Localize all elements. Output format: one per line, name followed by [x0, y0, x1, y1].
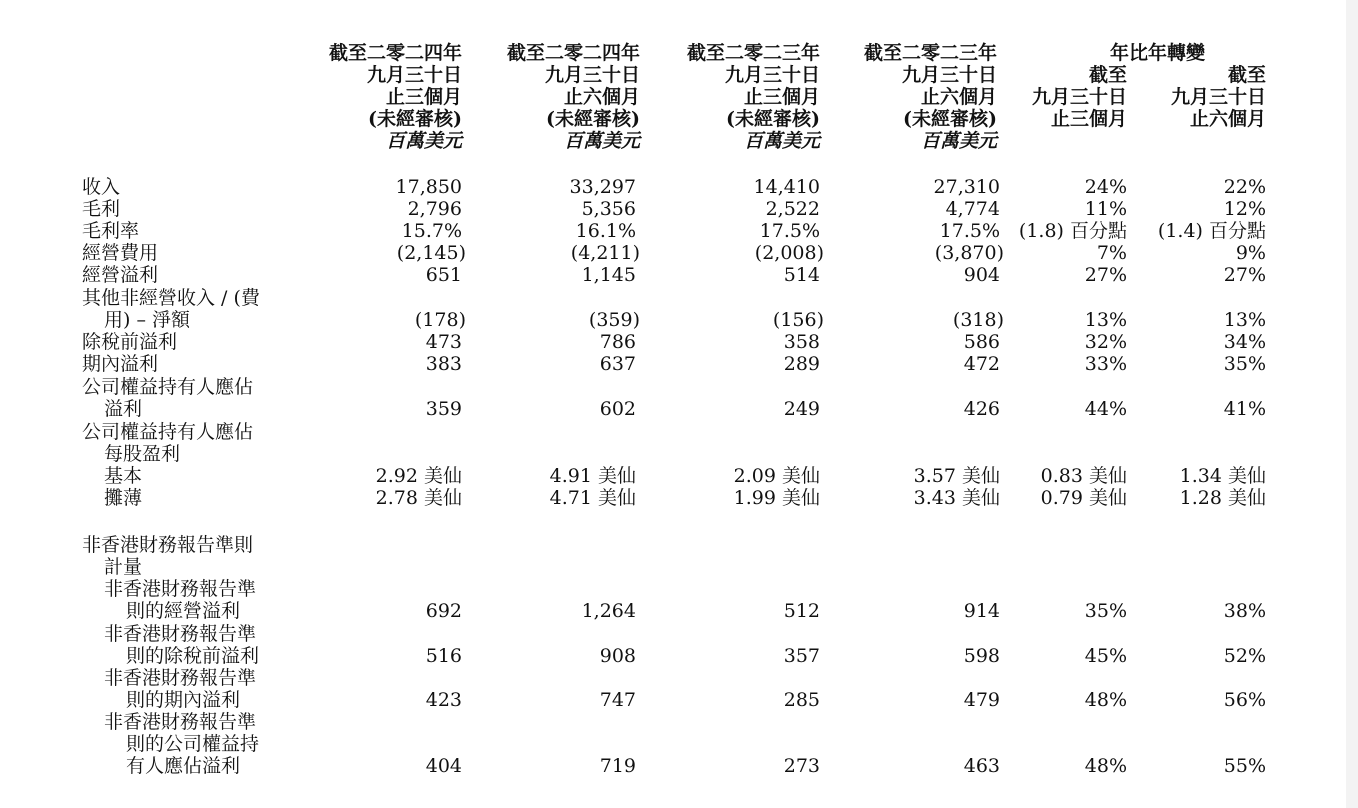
cell-pbt-col4: 586	[963, 331, 1000, 353]
cell-op-profit-col1: 651	[425, 264, 462, 286]
cell-gross-profit-col2: 5,356	[581, 198, 636, 220]
header-col1-unit: 百萬美元	[385, 130, 462, 152]
cell-eps-basic-col1: 2.92 美仙	[375, 465, 462, 487]
cell-gross-profit-col1: 2,796	[407, 198, 462, 220]
row-label-opex: 經營費用	[82, 242, 159, 264]
header-col4-line4: (未經審核)	[903, 108, 997, 130]
cell-pbt-col5: 32%	[1084, 331, 1127, 353]
cell-pbt-col2: 786	[599, 331, 636, 353]
row-label-eps-1: 公司權益持有人應佔	[82, 421, 254, 443]
row-label-op-profit: 經營溢利	[82, 264, 159, 286]
header-col2-unit: 百萬美元	[563, 130, 640, 152]
cell-profit-attr-col5: 44%	[1084, 398, 1127, 420]
cell-profit-period-col2: 637	[599, 353, 636, 375]
header-col4-line3: 止六個月	[920, 86, 997, 108]
row-label-pbt: 除稅前溢利	[82, 331, 178, 353]
header-col3-line4: (未經審核)	[726, 108, 820, 130]
cell-opex-col4: (3,870)	[934, 242, 1004, 264]
header-yoy-title: 年比年轉變	[1110, 42, 1206, 64]
cell-gross-margin-col3: 17.5%	[759, 220, 820, 242]
cell-opex-col1: (2,145)	[396, 242, 466, 264]
cell-other-net-col3: (156)	[772, 309, 824, 331]
cell-opex-col3: (2,008)	[754, 242, 824, 264]
cell-nonhkfrs-op-col4: 914	[963, 600, 1000, 622]
header-col3-line1: 截至二零二三年	[686, 42, 820, 64]
cell-other-net-col5: 13%	[1084, 309, 1127, 331]
cell-profit-attr-col6: 41%	[1223, 398, 1266, 420]
cell-nonhkfrs-profit-col4: 479	[963, 689, 1000, 711]
cell-nonhkfrs-pbt-col2: 908	[599, 645, 636, 667]
cell-nonhkfrs-op-col5: 35%	[1084, 600, 1127, 622]
header-col1-line4: (未經審核)	[368, 108, 462, 130]
header-col2-line1: 截至二零二四年	[506, 42, 640, 64]
header-col4-line2: 九月三十日	[901, 64, 997, 86]
cell-eps-diluted-col3: 1.99 美仙	[733, 487, 820, 509]
cell-revenue-col5: 24%	[1084, 176, 1127, 198]
cell-eps-basic-col5: 0.83 美仙	[1040, 465, 1127, 487]
cell-pbt-col1: 473	[425, 331, 462, 353]
header-col1-line3: 止三個月	[385, 86, 462, 108]
cell-profit-period-col4: 472	[963, 353, 1000, 375]
row-label-gross-profit: 毛利	[82, 198, 121, 220]
cell-eps-diluted-col5: 0.79 美仙	[1040, 487, 1127, 509]
row-label-profit-attr-2: 溢利	[104, 398, 143, 420]
row-label-revenue: 收入	[82, 176, 121, 198]
row-label-other-net-1: 其他非經營收入 / (費	[82, 287, 260, 309]
cell-eps-basic-col3: 2.09 美仙	[733, 465, 820, 487]
header-col3-line2: 九月三十日	[724, 64, 820, 86]
cell-profit-attr-col1: 359	[425, 398, 462, 420]
header-col5-line3: 止三個月	[1050, 108, 1127, 130]
cell-nonhkfrs-attr-col5: 48%	[1084, 755, 1127, 777]
cell-eps-basic-col4: 3.57 美仙	[913, 465, 1000, 487]
cell-eps-diluted-col2: 4.71 美仙	[549, 487, 636, 509]
cell-nonhkfrs-op-col3: 512	[783, 600, 820, 622]
cell-opex-col5: 7%	[1096, 242, 1127, 264]
header-col6	[1171, 64, 1266, 130]
row-label-eps-diluted: 攤薄	[104, 487, 143, 509]
cell-profit-attr-col4: 426	[963, 398, 1000, 420]
cell-nonhkfrs-pbt-col3: 357	[783, 645, 820, 667]
vertical-scrollbar[interactable]	[1346, 0, 1358, 808]
cell-revenue-col3: 14,410	[753, 176, 820, 198]
row-label-gross-margin: 毛利率	[82, 220, 140, 242]
cell-nonhkfrs-profit-col3: 285	[783, 689, 820, 711]
cell-opex-col2: (4,211)	[570, 242, 640, 264]
row-label-nonhkfrs-pbt-1: 非香港財務報告準	[104, 623, 257, 645]
cell-gross-margin-col1: 15.7%	[401, 220, 462, 242]
header-col1	[329, 42, 462, 152]
header-col2	[507, 42, 640, 152]
cell-gross-profit-col5: 11%	[1084, 198, 1127, 220]
header-col3-unit: 百萬美元	[743, 130, 820, 152]
header-col1-line1: 截至二零二四年	[328, 42, 462, 64]
cell-gross-profit-col3: 2,522	[765, 198, 820, 220]
cell-gross-margin-col4: 17.5%	[939, 220, 1000, 242]
header-col6-line1: 截至	[1227, 64, 1266, 86]
row-label-profit-attr-1: 公司權益持有人應佔	[82, 376, 254, 398]
cell-profit-period-col3: 289	[783, 353, 820, 375]
cell-eps-diluted-col6: 1.28 美仙	[1179, 487, 1266, 509]
row-label-nonhkfrs-profit-2: 則的期內溢利	[126, 689, 241, 711]
cell-other-net-col2: (359)	[588, 309, 640, 331]
cell-nonhkfrs-profit-col6: 56%	[1223, 689, 1266, 711]
cell-nonhkfrs-profit-col2: 747	[599, 689, 636, 711]
header-col2-line3: 止六個月	[563, 86, 640, 108]
cell-op-profit-col4: 904	[963, 264, 1000, 286]
row-label-eps-2: 每股盈利	[104, 443, 181, 465]
header-col4	[864, 42, 997, 152]
row-label-nonhkfrs-2: 計量	[104, 556, 143, 578]
cell-op-profit-col3: 514	[783, 264, 820, 286]
cell-gross-margin-col2: 16.1%	[575, 220, 636, 242]
cell-op-profit-col6: 27%	[1223, 264, 1266, 286]
cell-nonhkfrs-pbt-col5: 45%	[1084, 645, 1127, 667]
cell-other-net-col1: (178)	[414, 309, 466, 331]
cell-profit-period-col1: 383	[425, 353, 462, 375]
cell-other-net-col4: (318)	[952, 309, 1004, 331]
cell-profit-attr-col2: 602	[599, 398, 636, 420]
row-label-nonhkfrs-op-2: 則的經營溢利	[126, 600, 241, 622]
cell-nonhkfrs-attr-col1: 404	[425, 755, 462, 777]
cell-gross-profit-col4: 4,774	[945, 198, 1000, 220]
header-col5-line2: 九月三十日	[1031, 86, 1127, 108]
header-col2-line4: (未經審核)	[546, 108, 640, 130]
cell-nonhkfrs-profit-col5: 48%	[1084, 689, 1127, 711]
cell-eps-basic-col2: 4.91 美仙	[549, 465, 636, 487]
cell-pbt-col3: 358	[783, 331, 820, 353]
header-col4-line1: 截至二零二三年	[863, 42, 997, 64]
cell-gross-profit-col6: 12%	[1223, 198, 1266, 220]
header-col3	[687, 42, 820, 152]
cell-nonhkfrs-attr-col4: 463	[963, 755, 1000, 777]
header-col6-line3: 止六個月	[1189, 108, 1266, 130]
row-label-nonhkfrs-profit-1: 非香港財務報告準	[104, 667, 257, 689]
cell-profit-attr-col3: 249	[783, 398, 820, 420]
row-label-eps-basic: 基本	[104, 465, 143, 487]
cell-profit-period-col6: 35%	[1223, 353, 1266, 375]
cell-nonhkfrs-attr-col2: 719	[599, 755, 636, 777]
row-label-nonhkfrs-attr-2: 則的公司權益持	[126, 733, 260, 755]
cell-nonhkfrs-attr-col3: 273	[783, 755, 820, 777]
cell-nonhkfrs-pbt-col4: 598	[963, 645, 1000, 667]
header-col5-line1: 截至	[1088, 64, 1127, 86]
cell-pbt-col6: 34%	[1223, 331, 1266, 353]
cell-profit-period-col5: 33%	[1084, 353, 1127, 375]
cell-eps-diluted-col4: 3.43 美仙	[913, 487, 1000, 509]
cell-revenue-col6: 22%	[1223, 176, 1266, 198]
header-col1-line2: 九月三十日	[366, 64, 462, 86]
row-label-nonhkfrs-1: 非香港財務報告準則	[82, 534, 254, 556]
cell-op-profit-col2: 1,145	[581, 264, 636, 286]
row-label-nonhkfrs-attr-1: 非香港財務報告準	[104, 711, 257, 733]
cell-op-profit-col5: 27%	[1084, 264, 1127, 286]
row-label-profit-period: 期內溢利	[82, 353, 159, 375]
cell-revenue-col2: 33,297	[569, 176, 636, 198]
cell-eps-basic-col6: 1.34 美仙	[1179, 465, 1266, 487]
cell-nonhkfrs-op-col6: 38%	[1223, 600, 1266, 622]
header-col3-line3: 止三個月	[743, 86, 820, 108]
cell-other-net-col6: 13%	[1223, 309, 1266, 331]
cell-revenue-col4: 27,310	[933, 176, 1000, 198]
cell-nonhkfrs-pbt-col1: 516	[425, 645, 462, 667]
header-col2-line2: 九月三十日	[544, 64, 640, 86]
cell-opex-col6: 9%	[1235, 242, 1266, 264]
cell-gross-margin-col5: (1.8) 百分點	[1018, 220, 1127, 242]
cell-nonhkfrs-op-col2: 1,264	[581, 600, 636, 622]
cell-nonhkfrs-profit-col1: 423	[425, 689, 462, 711]
cell-revenue-col1: 17,850	[395, 176, 462, 198]
cell-nonhkfrs-pbt-col6: 52%	[1223, 645, 1266, 667]
row-label-nonhkfrs-attr-3: 有人應佔溢利	[126, 755, 241, 777]
row-label-nonhkfrs-op-1: 非香港財務報告準	[104, 578, 257, 600]
row-label-other-net-2: 用) – 淨額	[104, 309, 190, 331]
cell-nonhkfrs-op-col1: 692	[425, 600, 462, 622]
cell-nonhkfrs-attr-col6: 55%	[1223, 755, 1266, 777]
header-col4-unit: 百萬美元	[920, 130, 997, 152]
cell-eps-diluted-col1: 2.78 美仙	[375, 487, 462, 509]
row-label-nonhkfrs-pbt-2: 則的除稅前溢利	[126, 645, 260, 667]
header-col5	[1032, 64, 1127, 130]
cell-gross-margin-col6: (1.4) 百分點	[1157, 220, 1266, 242]
header-col6-line2: 九月三十日	[1170, 86, 1266, 108]
